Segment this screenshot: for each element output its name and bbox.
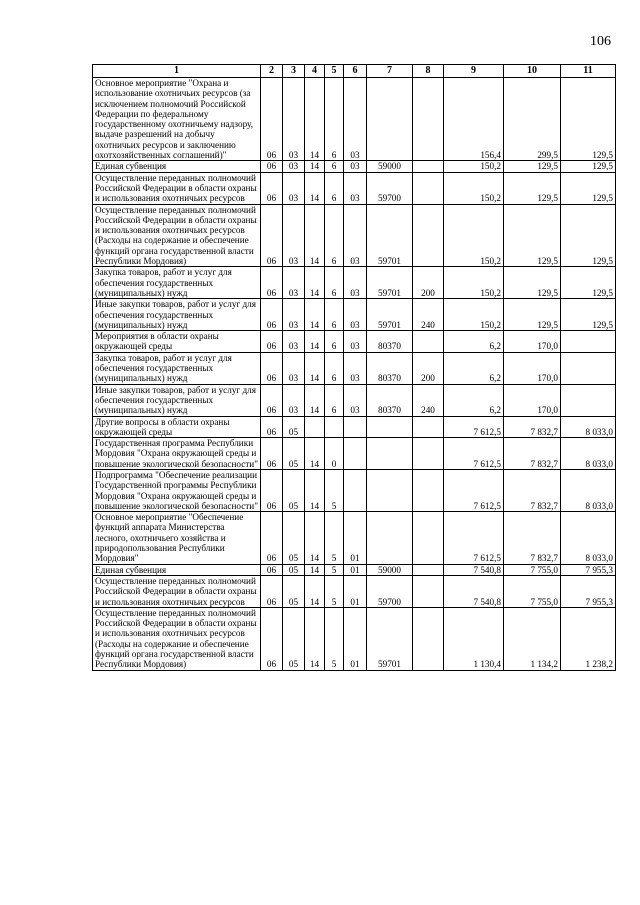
subprogram-code-cell: 6 (325, 161, 344, 172)
row-name-cell: Осуществление переданных полномочий Российской Федерации в области охраны и использования охотничьих ресурсов (93, 172, 261, 204)
amount-year2-cell: 129,5 (504, 299, 561, 331)
table-header-row (93, 65, 616, 78)
table-row (93, 172, 616, 204)
direction-code-cell: 59000 (367, 161, 413, 172)
section-code-cell: 06 (261, 607, 283, 670)
direction-code-cell (367, 438, 413, 470)
row-name-cell: Иные закупки товаров, работ и услуг для обеспечения государственных (муниципальных) нужд (93, 384, 261, 416)
subsection-code-cell: 05 (283, 469, 305, 511)
amount-year1-cell: 6,2 (444, 331, 504, 353)
subsection-code-cell: 05 (283, 575, 305, 607)
amount-year2-cell: 7 832,7 (504, 438, 561, 470)
amount-year2-cell: 7 832,7 (504, 512, 561, 564)
expense-type-cell: 240 (413, 299, 444, 331)
amount-year2-cell: 299,5 (504, 78, 561, 161)
subprogram-code-cell: 6 (325, 204, 344, 267)
section-code-cell: 06 (261, 416, 283, 438)
amount-year2-cell: 170,0 (504, 331, 561, 353)
activity-code-cell: 03 (344, 78, 367, 161)
table-row (93, 161, 616, 172)
table-row (93, 204, 616, 267)
amount-year1-cell: 6,2 (444, 384, 504, 416)
amount-year1-cell: 7 612,5 (444, 512, 504, 564)
amount-year3-cell (561, 331, 616, 353)
subsection-code-cell: 03 (283, 204, 305, 267)
subprogram-code-cell: 5 (325, 512, 344, 564)
direction-code-cell: 59700 (367, 575, 413, 607)
direction-code-cell (367, 78, 413, 161)
expense-type-cell (413, 469, 444, 511)
direction-code-cell (367, 469, 413, 511)
row-name-cell: Осуществление переданных полномочий Российской Федерации в области охраны и использования охотничьих ресурсов (93, 575, 261, 607)
amount-year3-cell: 7 955,3 (561, 575, 616, 607)
row-name-cell: Основное мероприятие "Охрана и использование охотничьих ресурсов (за исключением полномочий Российской Федерации по федеральному государственному охотничьему надзору, выдаче разрешений на добычу охотничьих ресурсов и заключению охотхозяйственных соглашений)" (93, 78, 261, 161)
column-header: 1 (93, 65, 261, 78)
expense-type-cell (413, 512, 444, 564)
subsection-code-cell: 03 (283, 161, 305, 172)
program-code-cell: 14 (305, 267, 325, 299)
column-header: 4 (305, 65, 325, 78)
section-code-cell: 06 (261, 384, 283, 416)
subprogram-code-cell: 5 (325, 575, 344, 607)
subsection-code-cell: 03 (283, 352, 305, 384)
expense-type-cell (413, 564, 444, 575)
expense-type-cell (413, 438, 444, 470)
row-name-cell: Государственная программа Республики Мордовия "Охрана окружающей среды и повышение экологической безопасности" (93, 438, 261, 470)
subsection-code-cell: 05 (283, 564, 305, 575)
expense-type-cell (413, 575, 444, 607)
table-row (93, 564, 616, 575)
subsection-code-cell: 03 (283, 172, 305, 204)
section-code-cell: 06 (261, 172, 283, 204)
expense-type-cell: 200 (413, 267, 444, 299)
column-header: 6 (344, 65, 367, 78)
section-code-cell: 06 (261, 267, 283, 299)
direction-code-cell: 59700 (367, 172, 413, 204)
section-code-cell: 06 (261, 299, 283, 331)
subprogram-code-cell: 6 (325, 299, 344, 331)
direction-code-cell: 59701 (367, 299, 413, 331)
section-code-cell: 06 (261, 469, 283, 511)
program-code-cell: 14 (305, 299, 325, 331)
activity-code-cell: 01 (344, 607, 367, 670)
amount-year1-cell: 1 130,4 (444, 607, 504, 670)
amount-year2-cell: 129,5 (504, 161, 561, 172)
subprogram-code-cell (325, 416, 344, 438)
page-number: 106 (590, 34, 611, 49)
direction-code-cell: 59000 (367, 564, 413, 575)
amount-year3-cell: 129,5 (561, 299, 616, 331)
amount-year1-cell: 7 612,5 (444, 469, 504, 511)
table-row (93, 78, 616, 161)
expense-type-cell (413, 416, 444, 438)
activity-code-cell: 01 (344, 575, 367, 607)
budget-table (92, 64, 616, 671)
program-code-cell: 14 (305, 352, 325, 384)
column-header: 3 (283, 65, 305, 78)
subprogram-code-cell: 6 (325, 352, 344, 384)
activity-code-cell: 03 (344, 299, 367, 331)
amount-year3-cell: 8 033,0 (561, 438, 616, 470)
amount-year1-cell: 7 540,8 (444, 564, 504, 575)
expense-type-cell (413, 331, 444, 353)
amount-year3-cell: 7 955,3 (561, 564, 616, 575)
amount-year1-cell: 7 612,5 (444, 416, 504, 438)
program-code-cell (305, 416, 325, 438)
table-row (93, 331, 616, 353)
amount-year2-cell: 129,5 (504, 267, 561, 299)
section-code-cell: 06 (261, 331, 283, 353)
subsection-code-cell: 03 (283, 384, 305, 416)
expense-type-cell: 240 (413, 384, 444, 416)
subprogram-code-cell: 5 (325, 564, 344, 575)
direction-code-cell: 80370 (367, 384, 413, 416)
activity-code-cell: 01 (344, 564, 367, 575)
direction-code-cell: 59701 (367, 607, 413, 670)
amount-year1-cell: 6,2 (444, 352, 504, 384)
row-name-cell: Закупка товаров, работ и услуг для обеспечения государственных (муниципальных) нужд (93, 352, 261, 384)
direction-code-cell: 59701 (367, 204, 413, 267)
program-code-cell: 14 (305, 78, 325, 161)
subprogram-code-cell: 6 (325, 384, 344, 416)
direction-code-cell (367, 416, 413, 438)
row-name-cell: Подпрограмма "Обеспечение реализации Государственной программы Республики Мордовия "Охрана окружающей среды и повышение экологической безопасности" (93, 469, 261, 511)
amount-year1-cell: 150,2 (444, 172, 504, 204)
subsection-code-cell: 03 (283, 331, 305, 353)
table-row (93, 352, 616, 384)
activity-code-cell: 03 (344, 267, 367, 299)
amount-year2-cell: 7 755,0 (504, 575, 561, 607)
table-row (93, 438, 616, 470)
subprogram-code-cell: 0 (325, 438, 344, 470)
amount-year3-cell: 129,5 (561, 78, 616, 161)
direction-code-cell (367, 512, 413, 564)
activity-code-cell: 03 (344, 384, 367, 416)
subsection-code-cell: 03 (283, 299, 305, 331)
program-code-cell: 14 (305, 331, 325, 353)
section-code-cell: 06 (261, 512, 283, 564)
amount-year1-cell: 150,2 (444, 267, 504, 299)
table-row (93, 469, 616, 511)
subsection-code-cell: 03 (283, 78, 305, 161)
activity-code-cell (344, 469, 367, 511)
column-header: 8 (413, 65, 444, 78)
section-code-cell: 06 (261, 575, 283, 607)
row-name-cell: Осуществление переданных полномочий Российской Федерации в области охраны и использования охотничьих ресурсов (Расходы на содержание и обеспечение функций органа государственной власти Республики Мордовия) (93, 607, 261, 670)
row-name-cell: Единая субвенция (93, 564, 261, 575)
direction-code-cell: 80370 (367, 331, 413, 353)
amount-year3-cell: 129,5 (561, 172, 616, 204)
table-row (93, 416, 616, 438)
amount-year1-cell: 156,4 (444, 78, 504, 161)
amount-year3-cell (561, 384, 616, 416)
amount-year3-cell (561, 352, 616, 384)
subprogram-code-cell: 6 (325, 267, 344, 299)
activity-code-cell: 03 (344, 352, 367, 384)
activity-code-cell: 03 (344, 331, 367, 353)
column-header: 2 (261, 65, 283, 78)
amount-year2-cell: 7 832,7 (504, 469, 561, 511)
program-code-cell: 14 (305, 512, 325, 564)
subsection-code-cell: 03 (283, 267, 305, 299)
amount-year2-cell: 129,5 (504, 172, 561, 204)
section-code-cell: 06 (261, 161, 283, 172)
column-header: 11 (561, 65, 616, 78)
program-code-cell: 14 (305, 469, 325, 511)
expense-type-cell (413, 204, 444, 267)
subsection-code-cell: 05 (283, 607, 305, 670)
column-header: 10 (504, 65, 561, 78)
program-code-cell: 14 (305, 204, 325, 267)
table-row (93, 384, 616, 416)
activity-code-cell: 01 (344, 512, 367, 564)
activity-code-cell: 03 (344, 161, 367, 172)
activity-code-cell: 03 (344, 172, 367, 204)
row-name-cell: Другие вопросы в области охраны окружающей среды (93, 416, 261, 438)
subprogram-code-cell: 6 (325, 331, 344, 353)
program-code-cell: 14 (305, 161, 325, 172)
program-code-cell: 14 (305, 575, 325, 607)
amount-year2-cell: 7 755,0 (504, 564, 561, 575)
amount-year1-cell: 150,2 (444, 299, 504, 331)
section-code-cell: 06 (261, 352, 283, 384)
row-name-cell: Единая субвенция (93, 161, 261, 172)
table-row (93, 575, 616, 607)
amount-year1-cell: 150,2 (444, 204, 504, 267)
expense-type-cell (413, 78, 444, 161)
amount-year1-cell: 7 612,5 (444, 438, 504, 470)
amount-year2-cell: 170,0 (504, 352, 561, 384)
amount-year3-cell: 129,5 (561, 267, 616, 299)
amount-year1-cell: 150,2 (444, 161, 504, 172)
direction-code-cell: 59701 (367, 267, 413, 299)
amount-year3-cell: 129,5 (561, 204, 616, 267)
amount-year3-cell: 129,5 (561, 161, 616, 172)
row-name-cell: Закупка товаров, работ и услуг для обеспечения государственных (муниципальных) нужд (93, 267, 261, 299)
subsection-code-cell: 05 (283, 512, 305, 564)
row-name-cell: Мероприятия в области охраны окружающей среды (93, 331, 261, 353)
subprogram-code-cell: 6 (325, 172, 344, 204)
subprogram-code-cell: 6 (325, 78, 344, 161)
table-row (93, 607, 616, 670)
subprogram-code-cell: 5 (325, 469, 344, 511)
program-code-cell: 14 (305, 384, 325, 416)
section-code-cell: 06 (261, 564, 283, 575)
amount-year3-cell: 8 033,0 (561, 512, 616, 564)
row-name-cell: Иные закупки товаров, работ и услуг для обеспечения государственных (муниципальных) нужд (93, 299, 261, 331)
section-code-cell: 06 (261, 438, 283, 470)
direction-code-cell: 80370 (367, 352, 413, 384)
program-code-cell: 14 (305, 607, 325, 670)
table-row (93, 267, 616, 299)
program-code-cell: 14 (305, 172, 325, 204)
expense-type-cell (413, 607, 444, 670)
column-header: 9 (444, 65, 504, 78)
program-code-cell: 14 (305, 564, 325, 575)
table-row (93, 512, 616, 564)
section-code-cell: 06 (261, 78, 283, 161)
row-name-cell: Осуществление переданных полномочий Российской Федерации в области охраны и использования охотничьих ресурсов (Расходы на содержание и обеспечение функций органа государственной власти Республики Мордовия) (93, 204, 261, 267)
expense-type-cell (413, 161, 444, 172)
amount-year2-cell: 129,5 (504, 204, 561, 267)
amount-year3-cell: 8 033,0 (561, 416, 616, 438)
activity-code-cell (344, 438, 367, 470)
column-header: 5 (325, 65, 344, 78)
amount-year3-cell: 1 238,2 (561, 607, 616, 670)
table-row (93, 299, 616, 331)
program-code-cell: 14 (305, 438, 325, 470)
amount-year2-cell: 1 134,2 (504, 607, 561, 670)
subprogram-code-cell: 5 (325, 607, 344, 670)
column-header: 7 (367, 65, 413, 78)
section-code-cell: 06 (261, 204, 283, 267)
amount-year3-cell: 8 033,0 (561, 469, 616, 511)
amount-year1-cell: 7 540,8 (444, 575, 504, 607)
expense-type-cell (413, 172, 444, 204)
amount-year2-cell: 170,0 (504, 384, 561, 416)
activity-code-cell: 03 (344, 204, 367, 267)
row-name-cell: Основное мероприятие "Обеспечение функций аппарата Министерства лесного, охотничьего хозяйства и природопользования Республики Мордовия" (93, 512, 261, 564)
subsection-code-cell: 05 (283, 438, 305, 470)
subsection-code-cell: 05 (283, 416, 305, 438)
expense-type-cell: 200 (413, 352, 444, 384)
amount-year2-cell: 7 832,7 (504, 416, 561, 438)
activity-code-cell (344, 416, 367, 438)
